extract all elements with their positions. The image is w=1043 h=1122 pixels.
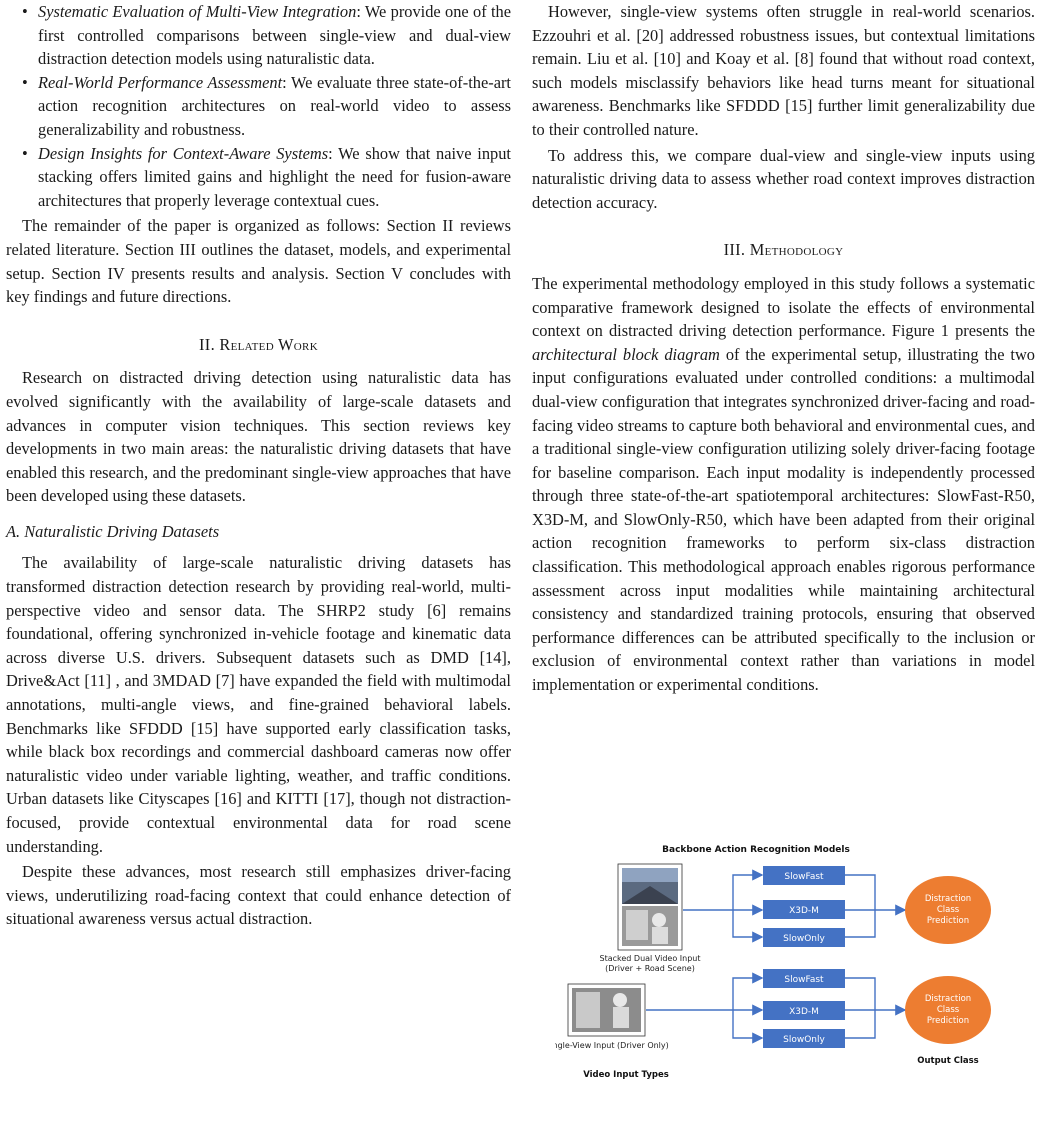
output-label: Prediction xyxy=(926,916,970,926)
datasets-paragraph: The availability of large-scale naturalistic driving datasets has transformed distraction detection research by providing real-world, multi-perspective video and sensor data. The SHRP2 study [6] remains foundational, offering synchronized in-vehicle footage and kinematic data across diverse U.S. drivers. Subsequent datasets such as DMD [14], Drive&Act [11] , and 3MDAD [7] have expanded the field with multimodal annotations, multi-angle views, and fine-grained behavioral labels. Benchmarks like SFDDD [15] have supported early classification tasks, while black box recordings and commercial dashboard cameras now offer naturalistic video under variable lighting, weather, and traffic conditions. Urban datasets like Cityscapes [16] and KITTI [17], though not distraction-focused, provide contextual environmental data for road scene understanding. xyxy=(6,553,511,856)
contribution-item xyxy=(22,71,511,142)
despite-paragraph: Despite these advances, most research still emphasizes driver-facing views, underutilizing road-facing context that could enhance detection of situational awareness versus actual distraction. xyxy=(6,862,511,929)
output-label: Distraction xyxy=(924,894,972,904)
methodology-emphasis: architectural block diagram xyxy=(532,344,720,364)
architecture-figure xyxy=(555,840,1025,1105)
single-input-label: Single-View Input (Driver Only) xyxy=(555,1041,669,1050)
video-input-types-caption: Video Input Types xyxy=(583,1070,669,1080)
output-label: Distraction xyxy=(924,994,972,1004)
model-label: X3D-M xyxy=(789,1007,819,1017)
model-label: SlowOnly xyxy=(783,1035,825,1045)
single-view-paragraph: However, single-view systems often struggle in real-world scenarios. Ezzouhri et al. [20] addressed robustness issues, but contextual limitations remain. Liu et al. [10] and Koay et al. [8] found that without road context, such models misclassify behaviors like head turns meant for situational awareness. Benchmarks like SFDDD [15] further limit generalizability due to their controlled nature. xyxy=(532,2,1035,139)
methodology-heading: III. Methodology xyxy=(723,240,844,260)
contribution-text: : We evaluate three state-of-the-art action recognition architectures on real-world video to assess generalizability and robustness. xyxy=(38,72,511,139)
dual-video-thumbnail xyxy=(618,864,682,950)
related-work-heading: II. Related Work xyxy=(199,334,318,354)
contribution-title: Design Insights for Context-Aware Systems xyxy=(38,143,329,163)
model-label: SlowOnly xyxy=(783,934,825,944)
methodology-paragraph xyxy=(532,272,1035,697)
bullet-icon: • xyxy=(22,2,28,21)
contribution-title: Systematic Evaluation of Multi-View Integration xyxy=(38,2,357,21)
figure-title: Backbone Action Recognition Models xyxy=(662,845,850,855)
bullet-icon: • xyxy=(22,72,28,92)
address-paragraph: To address this, we compare dual-view and single-view inputs using naturalistic driving data to assess whether road context improves distraction detection accuracy. xyxy=(532,145,1035,212)
outline-paragraph: The remainder of the paper is organized as follows: Section II reviews related literature. Section III outlines the dataset, models, and experimental setup. Section IV presents results and analysis. Section V concludes with key findings and future directions. xyxy=(6,216,511,307)
methodology-text: of the experimental setup, illustrating the two input configurations evaluated under controlled conditions: a multimodal dual-view configuration that integrates synchronized driver-facing and road-facing video streams to capture both behavioral and environmental cues, and a traditional single-view configuration utilizing solely driver-facing footage for baseline comparison. Each input modality is independently processed through three state-of-the-art spatiotemporal architectures: SlowFast-R50, X3D-M, and SlowOnly-R50, which have been adapted from their original action recognition frameworks to perform six-class distraction classification. This methodological approach enables rigorous performance assessment across input modalities while maintaining architectural consistency and standardized training protocols, ensuring that observed performance differences can be attributed specifically to the inclusion or exclusion of environmental context rather than variations in model implementation or experimental conditions. xyxy=(532,344,1035,695)
single-video-thumbnail xyxy=(568,984,645,1036)
contributions-list xyxy=(6,0,511,212)
contribution-item xyxy=(22,142,511,213)
contribution-title: Real-World Performance Assessment xyxy=(38,72,283,92)
output-label: Prediction xyxy=(926,1016,970,1026)
related-work-intro: Research on distracted driving detection using naturalistic data has evolved significantly with the availability of large-scale datasets and advances in computer vision techniques. This section reviews key developments in two main areas: the naturalistic driving datasets that have enabled this research, and the predominant single-view approaches that have been developed using these datasets. xyxy=(6,368,511,506)
contribution-text: : We provide one of the first controlled comparisons between single-view and dual-view distraction detection models using naturalistic data. xyxy=(38,2,511,69)
output-class-caption: Output Class xyxy=(917,1056,979,1066)
architecture-diagram xyxy=(555,840,1025,1105)
left-column xyxy=(6,0,511,931)
output-label: Class xyxy=(936,905,960,915)
dual-input-label: Stacked Dual Video Input xyxy=(599,954,701,963)
contribution-item xyxy=(22,0,511,71)
contribution-text: : We show that naive input stacking offers limited gains and highlight the need for fusion-aware architectures that properly leverage contextual cues. xyxy=(38,143,511,210)
right-column xyxy=(532,0,1035,697)
dual-input-label: (Driver + Road Scene) xyxy=(605,964,695,973)
bullet-icon: • xyxy=(22,143,28,163)
output-label: Class xyxy=(936,1005,960,1015)
model-label: X3D-M xyxy=(789,906,819,916)
model-label: SlowFast xyxy=(784,975,824,985)
subsection-heading: A. Naturalistic Driving Datasets xyxy=(6,521,220,541)
methodology-text: The experimental methodology employed in this study follows a systematic comparative framework designed to isolate the effects of environmental context on distracted driving detection performance. Figure 1 presents the xyxy=(532,273,1035,341)
model-label: SlowFast xyxy=(784,872,824,882)
